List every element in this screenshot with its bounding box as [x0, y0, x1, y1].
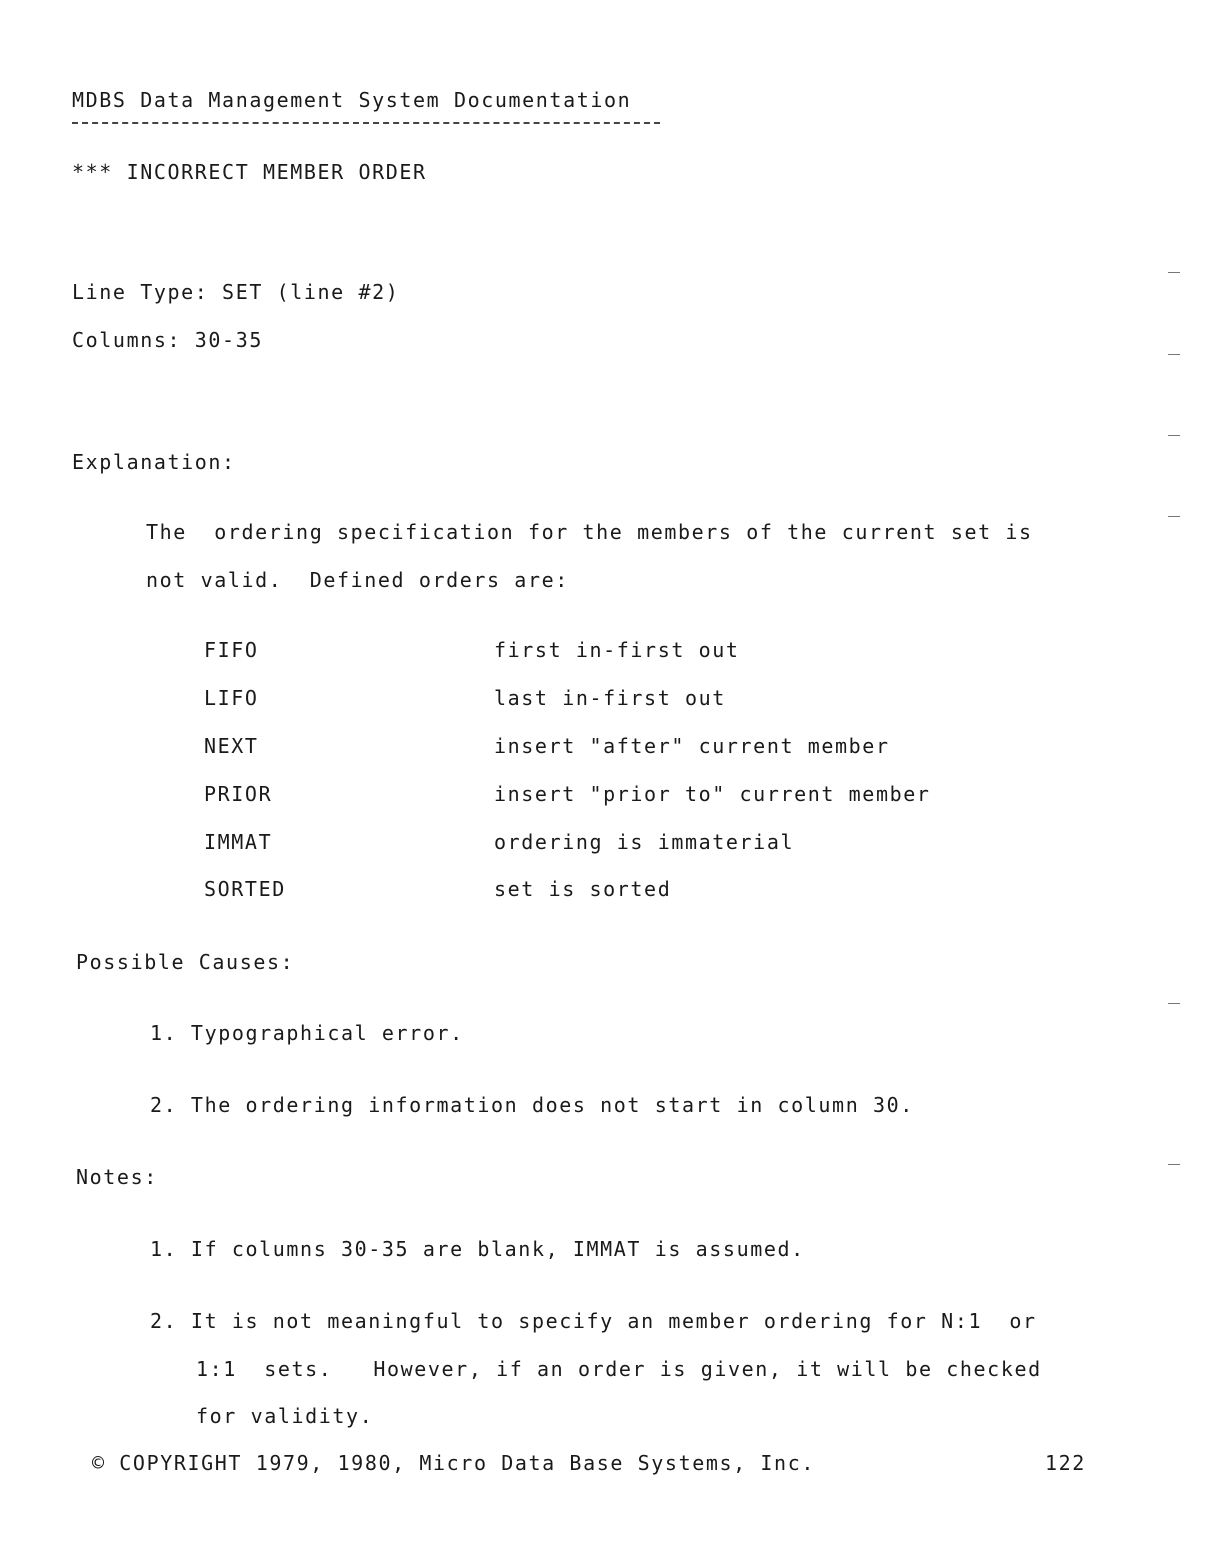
explanation-text-line1: The ordering specification for the members of the current set is — [146, 520, 1033, 544]
page-number: 122 — [1045, 1451, 1086, 1475]
order-description: set is sorted — [494, 877, 672, 901]
copyright-notice: © COPYRIGHT 1979, 1980, Micro Data Base Systems, Inc. — [92, 1451, 815, 1475]
margin-mark — [1168, 435, 1180, 436]
order-code: PRIOR — [204, 782, 273, 806]
note-item-line1: 2. It is not meaningful to specify an member ordering for N:1 or — [150, 1309, 1037, 1333]
note-item-line2: 1:1 sets. However, if an order is given, it will be checked — [196, 1357, 1042, 1381]
margin-mark — [1168, 1164, 1180, 1165]
cause-item: 1. Typographical error. — [150, 1021, 464, 1045]
notes-label: Notes: — [76, 1165, 158, 1189]
explanation-label: Explanation: — [72, 450, 236, 474]
margin-mark — [1168, 516, 1180, 517]
order-code: NEXT — [204, 734, 259, 758]
margin-mark — [1168, 1003, 1180, 1004]
order-code: FIFO — [204, 638, 259, 662]
order-description: first in-first out — [494, 638, 740, 662]
order-description: insert "prior to" current member — [494, 782, 931, 806]
line-type: Line Type: SET (line #2) — [72, 280, 400, 304]
margin-mark — [1168, 354, 1180, 355]
margin-mark — [1168, 272, 1180, 273]
order-description: ordering is immaterial — [494, 830, 795, 854]
explanation-text-line2: not valid. Defined orders are: — [146, 568, 569, 592]
order-description: last in-first out — [494, 686, 726, 710]
order-code: LIFO — [204, 686, 259, 710]
title-underline — [72, 122, 660, 124]
order-code: IMMAT — [204, 830, 273, 854]
order-code: SORTED — [204, 877, 286, 901]
error-heading: *** INCORRECT MEMBER ORDER — [72, 160, 427, 184]
order-description: insert "after" current member — [494, 734, 890, 758]
cause-item: 2. The ordering information does not start in column 30. — [150, 1093, 914, 1117]
note-item-line3: for validity. — [196, 1404, 374, 1428]
document-title: MDBS Data Management System Documentation — [72, 88, 632, 112]
columns: Columns: 30-35 — [72, 328, 263, 352]
note-item: 1. If columns 30-35 are blank, IMMAT is assumed. — [150, 1237, 805, 1261]
causes-label: Possible Causes: — [76, 950, 295, 974]
